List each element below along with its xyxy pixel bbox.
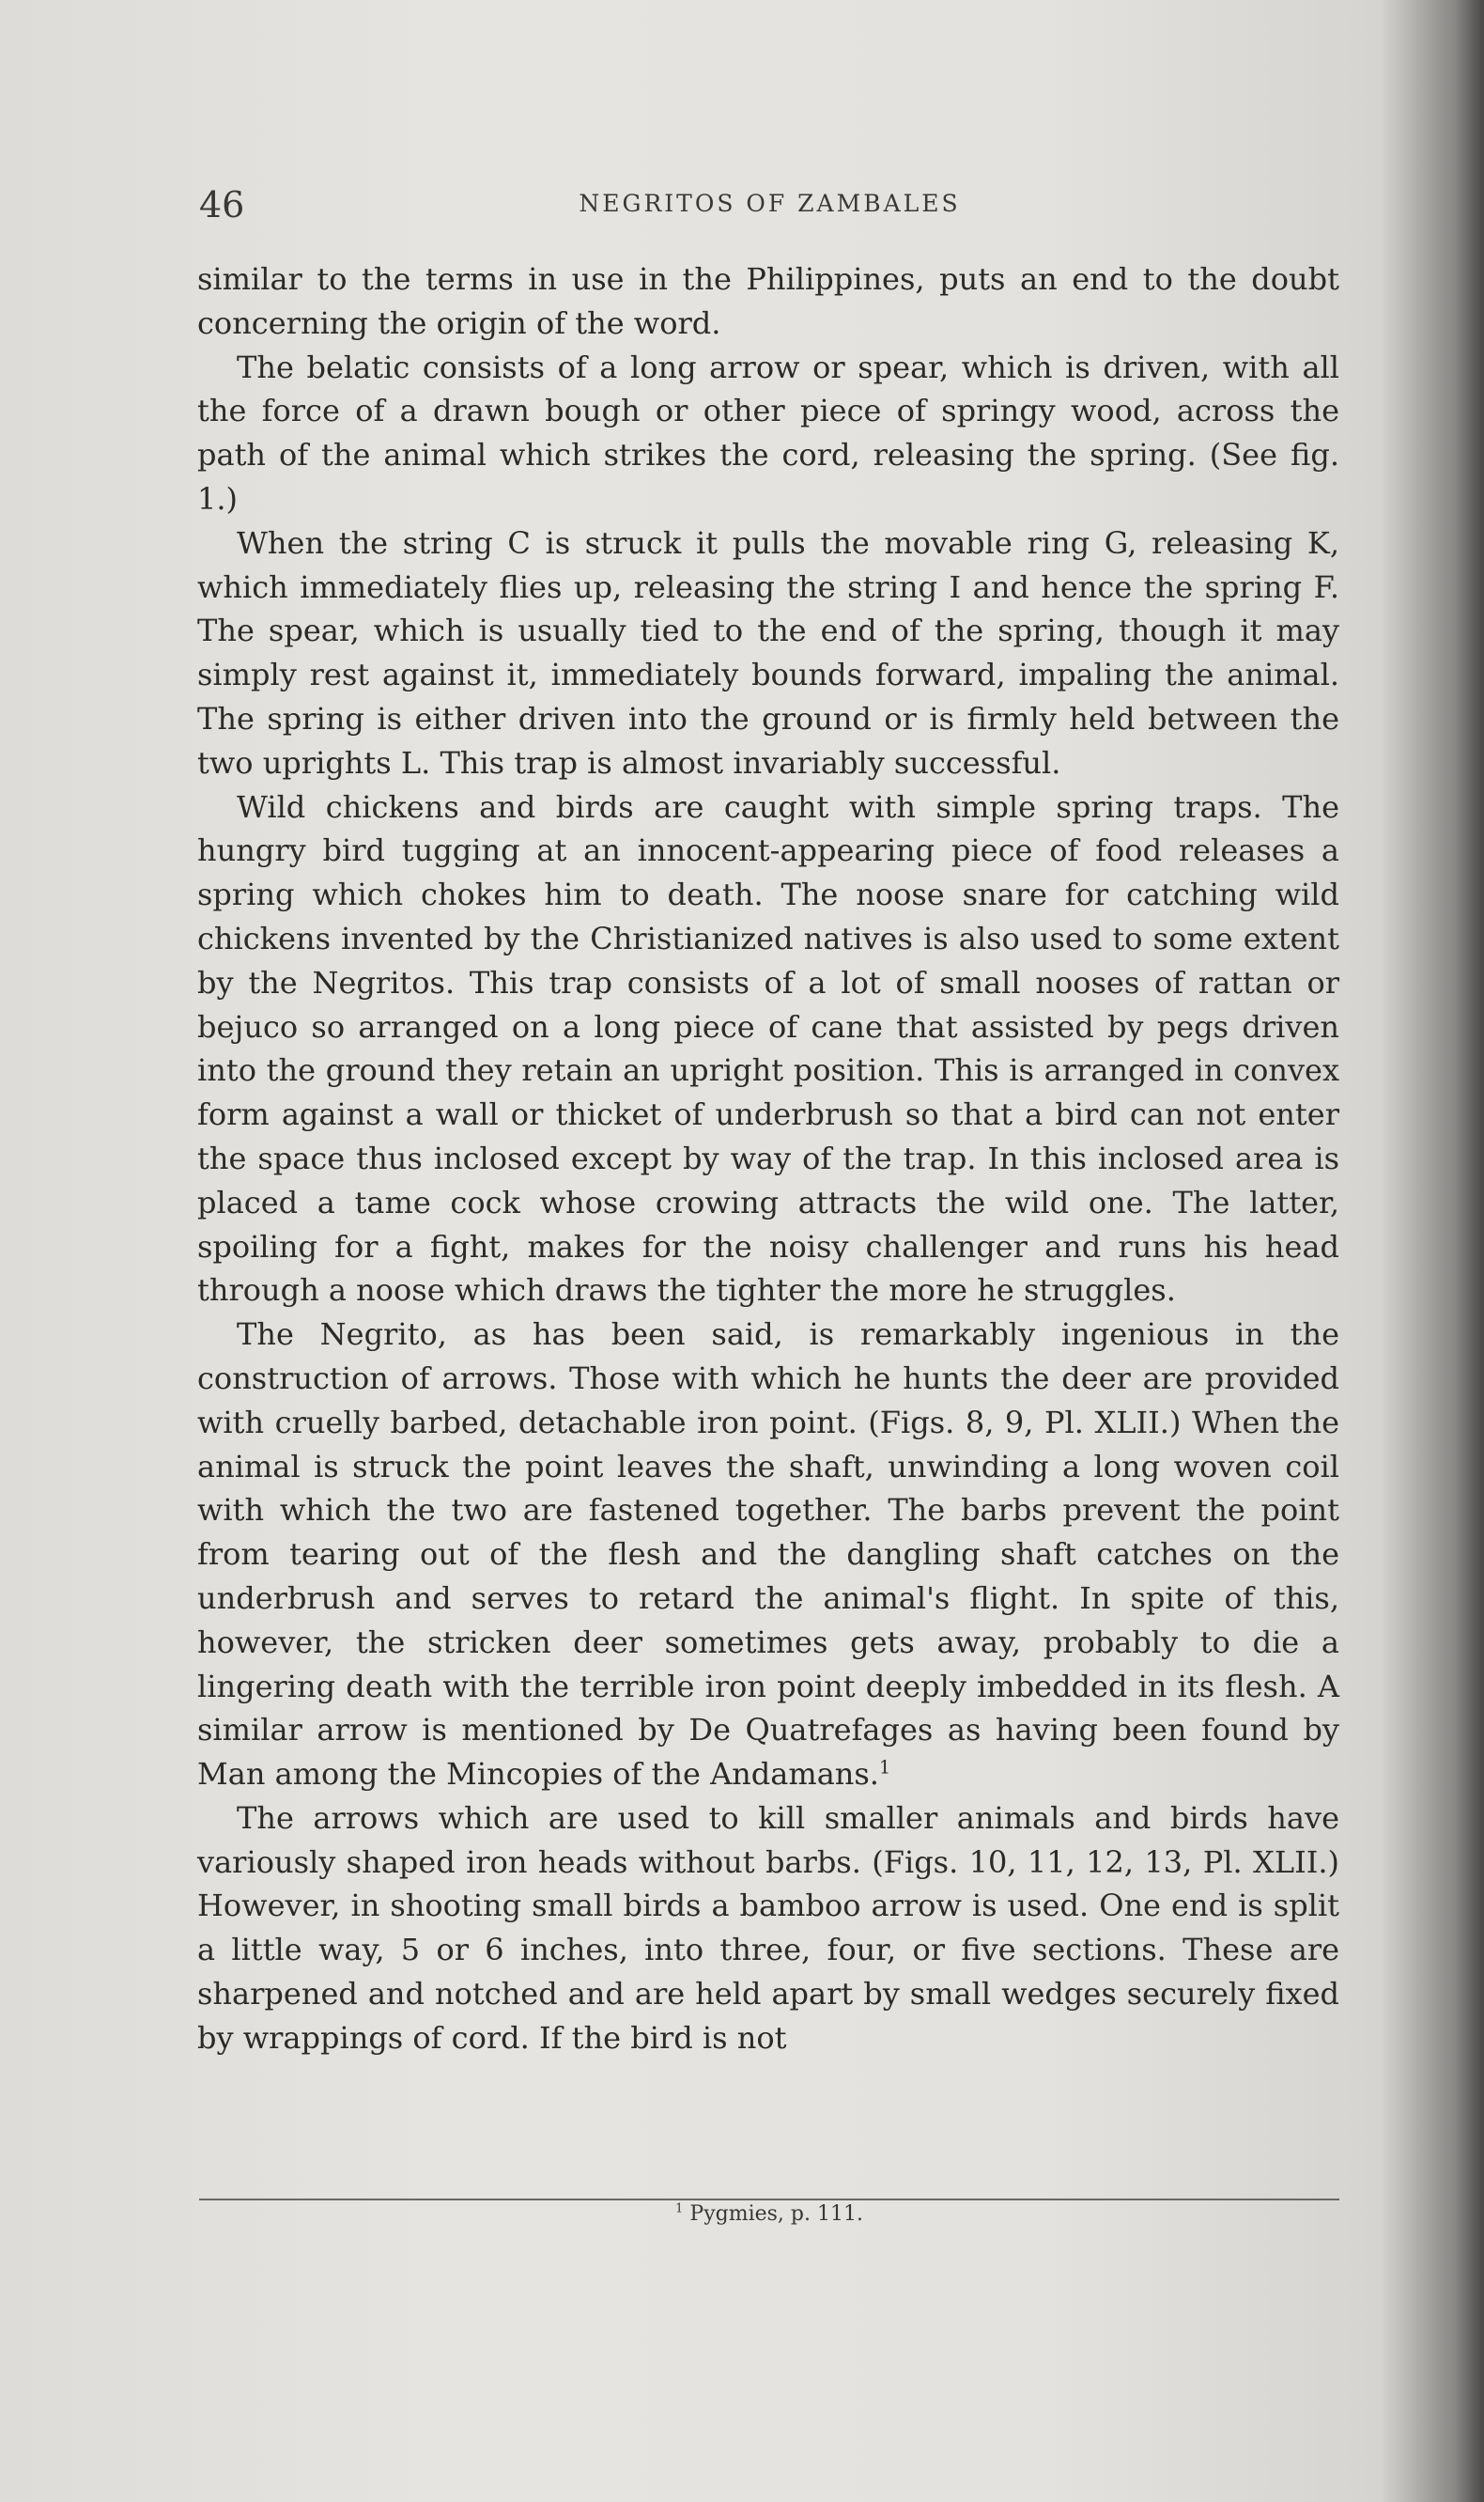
running-title: NEGRITOS OF ZAMBALES xyxy=(579,190,961,217)
paragraph: The arrows which are used to kill smaller animals and birds have variously shaped iron heads without barbs. (Figs. 10, 11, 12, 13, Pl. XLII.) However, in shooting small birds a bamboo arrow is used. One end is split a little way, 5 or 6 inches, into three, four, or five sections. These are sharpened and notched and are held apart by small wedges securely fixed by wrappings of cord. If the bird is not xyxy=(197,1799,1339,2056)
paragraph: similar to the terms in use in the Philippines, puts an end to the doubt concerning the origin of the word. xyxy=(197,261,1339,341)
footnote-text: Pygmies, p. 111. xyxy=(689,2202,863,2226)
footnote-reference: 1 xyxy=(878,1756,891,1779)
paragraph: Wild chickens and birds are caught with simple spring traps. The hungry bird tugging at an innocent-appearing piece of food releases a spring which chokes him to death. The noose snare for catching wild chickens invented by the Christianized natives is also used to some extent by the Negritos. This trap consists of a lot of small nooses of rattan or bejuco so arranged on a long piece of cane that assisted by pegs driven into the ground they retain an upright position. This is arranged in convex form against a wall or thicket of underbrush so that a bird can not enter the space thus inclosed except by way of the trap. In this inclosed area is placed a tame cock whose crowing attracts the wild one. The latter, spoiling for a fight, makes for the noisy challenger and runs his head through a noose which draws the tighter the more he struggles. xyxy=(197,788,1339,1309)
paragraph: The belatic consists of a long arrow or spear, which is driven, with all the force of a drawn bough or other piece of springy wood, across the path of the animal which strikes the cord, releasing the spring. (See fig. 1.) xyxy=(197,349,1339,517)
page-number: 46 xyxy=(199,184,245,225)
page-header xyxy=(199,184,1340,237)
footnote-divider xyxy=(199,2199,1339,2200)
paragraph: When the string C is struck it pulls the movable ring G, releasing K, which immediately flies up, releasing the string I and hence the spring F. The spear, which is usually tied to the end of the spring, though it may simply rest against it, immediately bounds forward, impaling the animal. The spring is either driven into the ground or is firmly held between the two uprights L. This trap is almost invariably successful. xyxy=(197,524,1339,781)
body-text xyxy=(197,257,1339,2060)
footnote-marker: 1 xyxy=(675,2201,684,2216)
paragraph-with-footnote xyxy=(197,1313,1339,1796)
paragraph-text: The Negrito, as has been said, is remarkably ingenious in the construction of arrows. Those with which he hunts the deer are provided with cruelly barbed, detachable iron point. (Figs. 8, 9, Pl. XLII.) When the animal is struck the point leaves the shaft, unwinding a long woven coil with which the two are fastened together. The barbs prevent the point from tearing out of the flesh and the dangling shaft catches on the underbrush and serves to retard the animal's flight. In spite of this, however, the stricken deer sometimes gets away, probably to die a lingering death with the terrible iron point deeply imbedded in its flesh. A similar arrow is mentioned by De Quatrefages as having been found by Man among the Mincopies of the Andamans. xyxy=(197,1316,1339,1793)
footnote xyxy=(199,2202,1339,2226)
